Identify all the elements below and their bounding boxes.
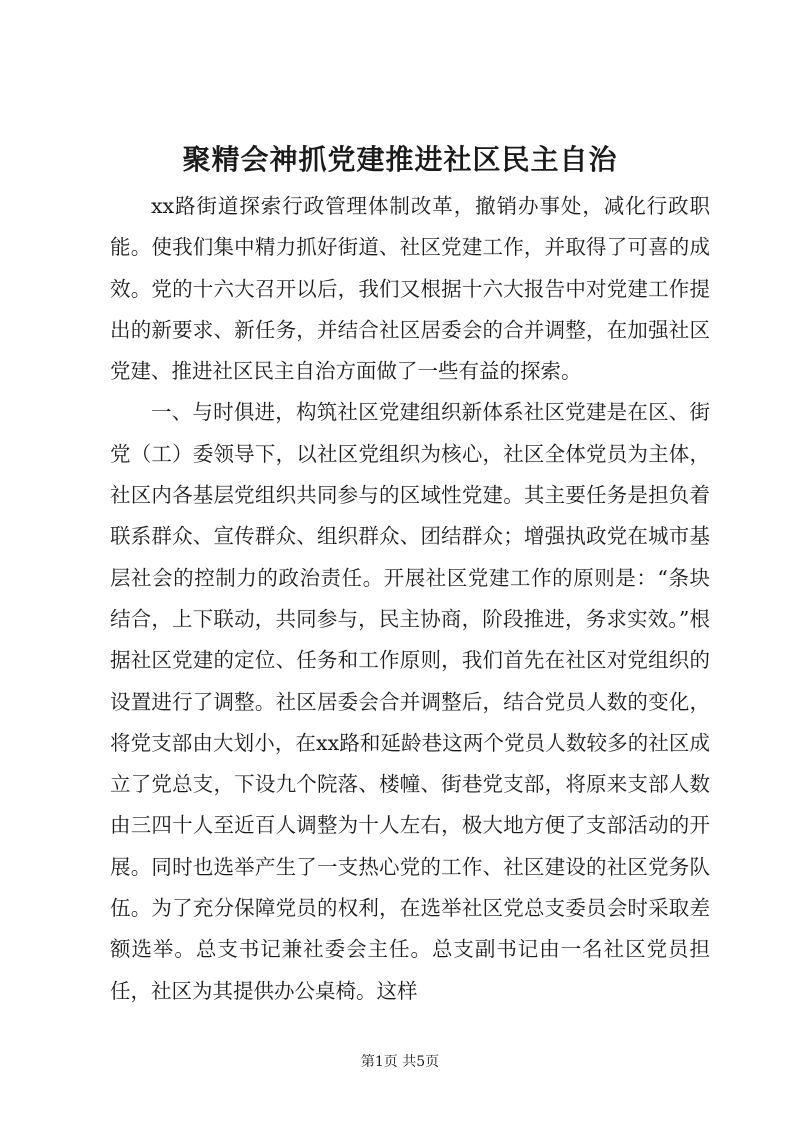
document-body: [110, 186, 710, 1012]
document-title: 聚精会神抓党建推进社区民主自治: [182, 143, 618, 176]
paragraph-section-one: 一、与时俱进，构筑社区党建组织新体系社区党建是在区、街党（工）委领导下，以社区党组织为核心，社区全体党员为主体，社区内各基层党组织共同参与的区域性党建。其主要任务是担负着联系群众、宣传群众、组织群众、团结群众；增强执政党在城市基层社会的控制力的政治责任。开展社区党建工作的原则是：“条块结合，上下联动，共同参与，民主协商，阶段推进，务求实效。”根据社区党建的定位、任务和工作原则，我们首先在社区对党组织的设置进行了调整。社区居委会合并调整后，结合党员人数的变化，将党支部由大划小，在xx路和延龄巷这两个党员人数较多的社区成立了党总支，下设九个院落、楼幢、街巷党支部，将原来支部人数由三四十人至近百人调整为十人左右，极大地方便了支部活动的开展。同时也选举产生了一支热心党的工作、社区建设的社区党务队伍。为了充分保障党员的权利，在选举社区党总支委员会时采取差额选举。总支书记兼社委会主任。总支副书记由一名社区党员担任，社区为其提供办公桌椅。这样: [110, 400, 710, 1003]
paragraph-intro: xx路街道探索行政管理体制改革，撤销办事处，减化行政职能。使我们集中精力抓好街道、社区党建工作，并取得了可喜的成效。党的十六大召开以后，我们又根据十六大报告中对党建工作提出的新要求、新任务，并结合社区居委会的合并调整，在加强社区党建、推进社区民主自治方面做了一些有益的探索。: [110, 194, 710, 384]
page-number-footer: 第1页 共5页: [360, 1054, 440, 1070]
